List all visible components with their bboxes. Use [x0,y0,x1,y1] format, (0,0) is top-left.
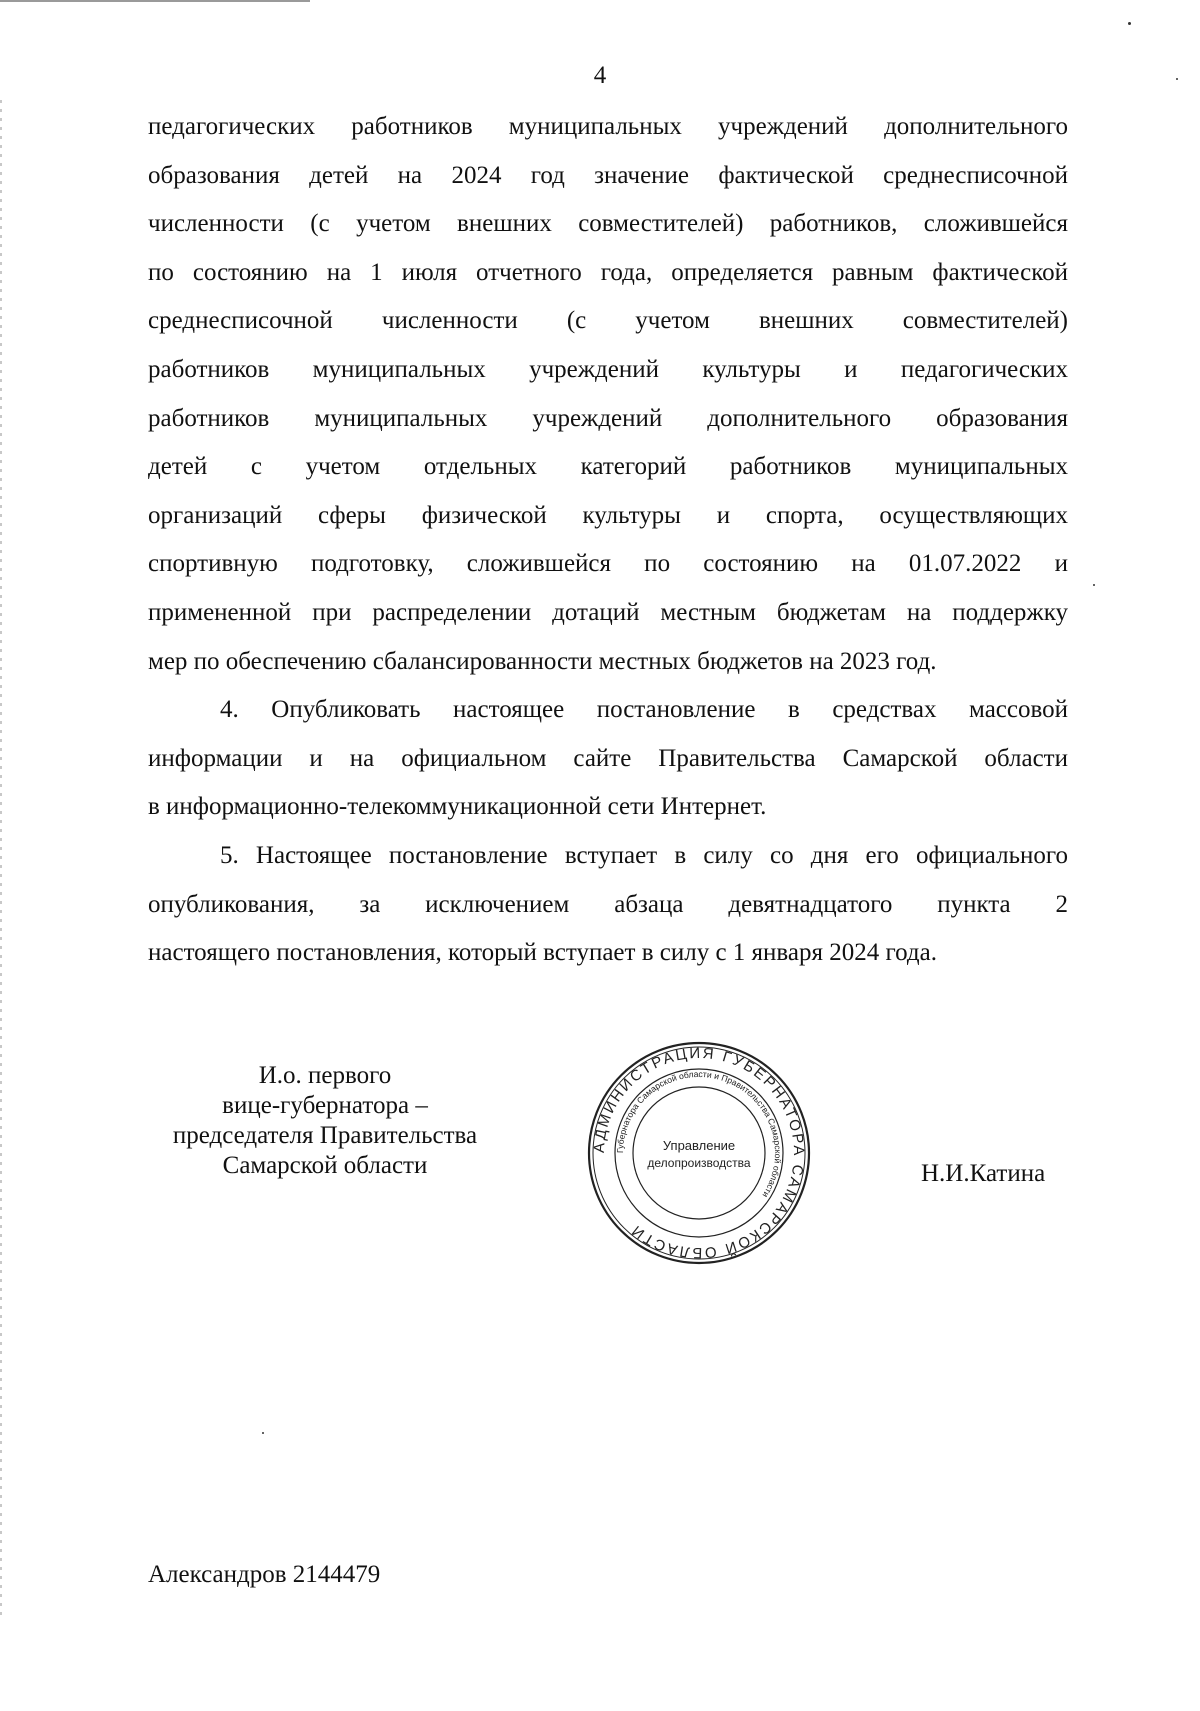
paragraph-item-4 [148,686,1068,832]
text-line: численности (с учетом внешних совместителей) работников, сложившейся [148,210,1068,238]
page-number: 4 [593,62,607,89]
text-line: по состоянию на 1 июля отчетного года, определяется равным фактической [148,258,1068,286]
signatory-position-line: Самарской области [222,1152,428,1179]
scan-speck [1093,584,1095,586]
text-line: настоящего постановления, который вступает в силу с 1 января 2024 года. [148,939,937,967]
text-line: образования детей на 2024 год значение фактической среднесписочной [148,161,1068,189]
text-line: среднесписочной численности (с учетом внешних совместителей) [148,307,1068,335]
seal-center-line: Управление [662,1138,736,1153]
scan-speck [1128,22,1131,25]
text-line: мер по обеспечению сбалансированности местных бюджетов на 2023 год. [148,647,937,675]
text-line: информации и на официальном сайте Правительства Самарской области [148,744,1068,772]
text-line: 4. Опубликовать настоящее постановление в средствах массовой [220,696,1068,724]
text-line: спортивную подготовку, сложившейся по состоянию на 01.07.2022 и [148,550,1068,578]
text-line: педагогических работников муниципальных учреждений дополнительного [148,113,1068,140]
signatory-position-line: вице-губернатора – [222,1092,428,1119]
official-seal [586,1040,812,1266]
executor-contact: Александров 2144479 [148,1561,381,1588]
paragraph-continuation [148,103,1068,686]
text-line: организаций сферы физической культуры и спорта, осуществляющих [148,501,1068,529]
signatory-position-line: И.о. первого [258,1062,392,1089]
seal-center-line: делопроизводства [647,1156,751,1170]
paragraph-item-5 [148,832,1068,978]
signatory-position-line: председателя Правительства [172,1122,478,1149]
scan-speck [262,1432,264,1434]
signatory-position [140,1061,510,1181]
scan-edge-left [0,100,2,1620]
signatory-name: Н.И.Катина [921,1160,1046,1187]
document-body [148,103,1068,978]
scan-edge-top [0,0,310,2]
text-line: работников муниципальных учреждений культуры и педагогических [148,355,1068,383]
seal-inner-text: Губернатора Самарской области и Правительства Самарской области [614,1068,784,1200]
text-line: детей с учетом отдельных категорий работников муниципальных [148,453,1068,481]
text-line: опубликования, за исключением абзаца девятнадцатого пункта 2 [148,890,1068,918]
text-line: работников муниципальных учреждений дополнительного образования [148,404,1068,432]
text-line: примененной при распределении дотаций местным бюджетам на поддержку [148,598,1068,626]
scan-speck [1176,78,1178,80]
text-line: 5. Настоящее постановление вступает в силу со дня его официального [220,841,1068,869]
seal-outer-text: АДМИНИСТРАЦИЯ ГУБЕРНАТОРА САМАРСКОЙ ОБЛАСТИ [590,1044,808,1262]
text-line: в информационно-телекоммуникационной сети Интернет. [148,793,767,821]
